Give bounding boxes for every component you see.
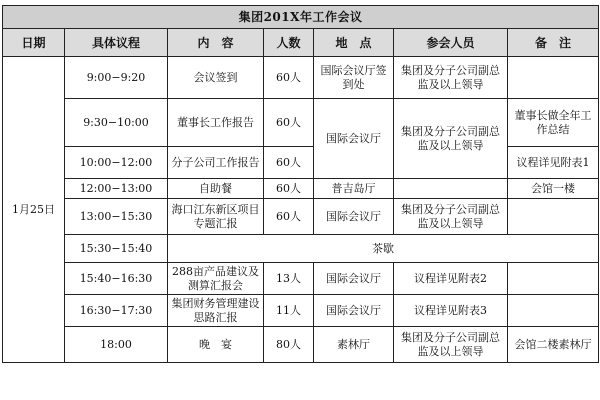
attendees-cell: 集团及分子公司副总监及以上领导 [394, 199, 508, 235]
time-cell: 18:00 [65, 327, 168, 363]
attendees-cell: 集团及分子公司副总监及以上领导 [394, 327, 508, 363]
attendees-cell: 议程详见附表3 [394, 295, 508, 327]
time-cell: 12:00−13:00 [65, 179, 168, 199]
content-cell: 海口江东新区项目专题汇报 [168, 199, 264, 235]
date-cell: 1月25日 [3, 57, 65, 363]
table-row [3, 179, 599, 199]
header-count: 人数 [264, 29, 314, 57]
header-content: 内 容 [168, 29, 264, 57]
header-date: 日期 [3, 29, 65, 57]
remark-cell: 董事长做全年工作总结 [508, 99, 599, 147]
count-cell: 11人 [264, 295, 314, 327]
header-agenda: 具体议程 [65, 29, 168, 57]
time-cell: 16:30−17:30 [65, 295, 168, 327]
remark-cell [508, 263, 599, 295]
place-cell: 普吉岛厅 [314, 179, 394, 199]
count-cell: 80人 [264, 327, 314, 363]
attendees-cell: 议程详见附表2 [394, 263, 508, 295]
table-row [3, 199, 599, 235]
remark-cell: 会馆一楼 [508, 179, 599, 199]
time-cell: 10:00−12:00 [65, 147, 168, 179]
place-cell: 国际会议厅 [314, 199, 394, 235]
remark-cell [508, 199, 599, 235]
header-attendees: 参会人员 [394, 29, 508, 57]
attendees-cell: 集团及分子公司副总监及以上领导 [394, 57, 508, 99]
count-cell: 13人 [264, 263, 314, 295]
remark-cell [508, 57, 599, 99]
content-cell: 自助餐 [168, 179, 264, 199]
time-cell: 9:00−9:20 [65, 57, 168, 99]
table-row [3, 99, 599, 147]
header-remark: 备 注 [508, 29, 599, 57]
table-title: 集团201X年工作会议 [3, 6, 599, 29]
table-row [3, 147, 599, 179]
content-cell: 会议签到 [168, 57, 264, 99]
header-row [3, 29, 599, 57]
content-cell: 董事长工作报告 [168, 99, 264, 147]
header-place: 地 点 [314, 29, 394, 57]
attendees-cell: 集团及分子公司副总监及以上领导 [394, 99, 508, 179]
table-row [3, 263, 599, 295]
place-cell: 国际会议厅 [314, 99, 394, 179]
agenda-sheet [2, 5, 598, 363]
table-row [3, 235, 599, 263]
content-cell: 晚 宴 [168, 327, 264, 363]
title-row [3, 6, 599, 29]
table-row [3, 295, 599, 327]
count-cell: 60人 [264, 199, 314, 235]
remark-cell [508, 295, 599, 327]
count-cell: 60人 [264, 57, 314, 99]
time-cell: 9:30−10:00 [65, 99, 168, 147]
table-row [3, 327, 599, 363]
table-row [3, 57, 599, 99]
place-cell: 国际会议厅 [314, 263, 394, 295]
count-cell: 60人 [264, 99, 314, 147]
place-cell: 国际会议厅 [314, 295, 394, 327]
time-cell: 15:40−16:30 [65, 263, 168, 295]
time-cell: 15:30−15:40 [65, 235, 168, 263]
content-cell: 集团财务管理建设思路汇报 [168, 295, 264, 327]
agenda-table [2, 5, 599, 363]
content-cell: 288亩产品建议及测算汇报会 [168, 263, 264, 295]
place-cell: 国际会议厅签到处 [314, 57, 394, 99]
count-cell: 60人 [264, 179, 314, 199]
content-cell: 分子公司工作报告 [168, 147, 264, 179]
break-cell: 茶歇 [168, 235, 599, 263]
place-cell: 素林厅 [314, 327, 394, 363]
remark-cell: 议程详见附表1 [508, 147, 599, 179]
count-cell: 60人 [264, 147, 314, 179]
time-cell: 13:00−15:30 [65, 199, 168, 235]
attendees-cell [394, 179, 508, 199]
remark-cell: 会馆二楼素林厅 [508, 327, 599, 363]
